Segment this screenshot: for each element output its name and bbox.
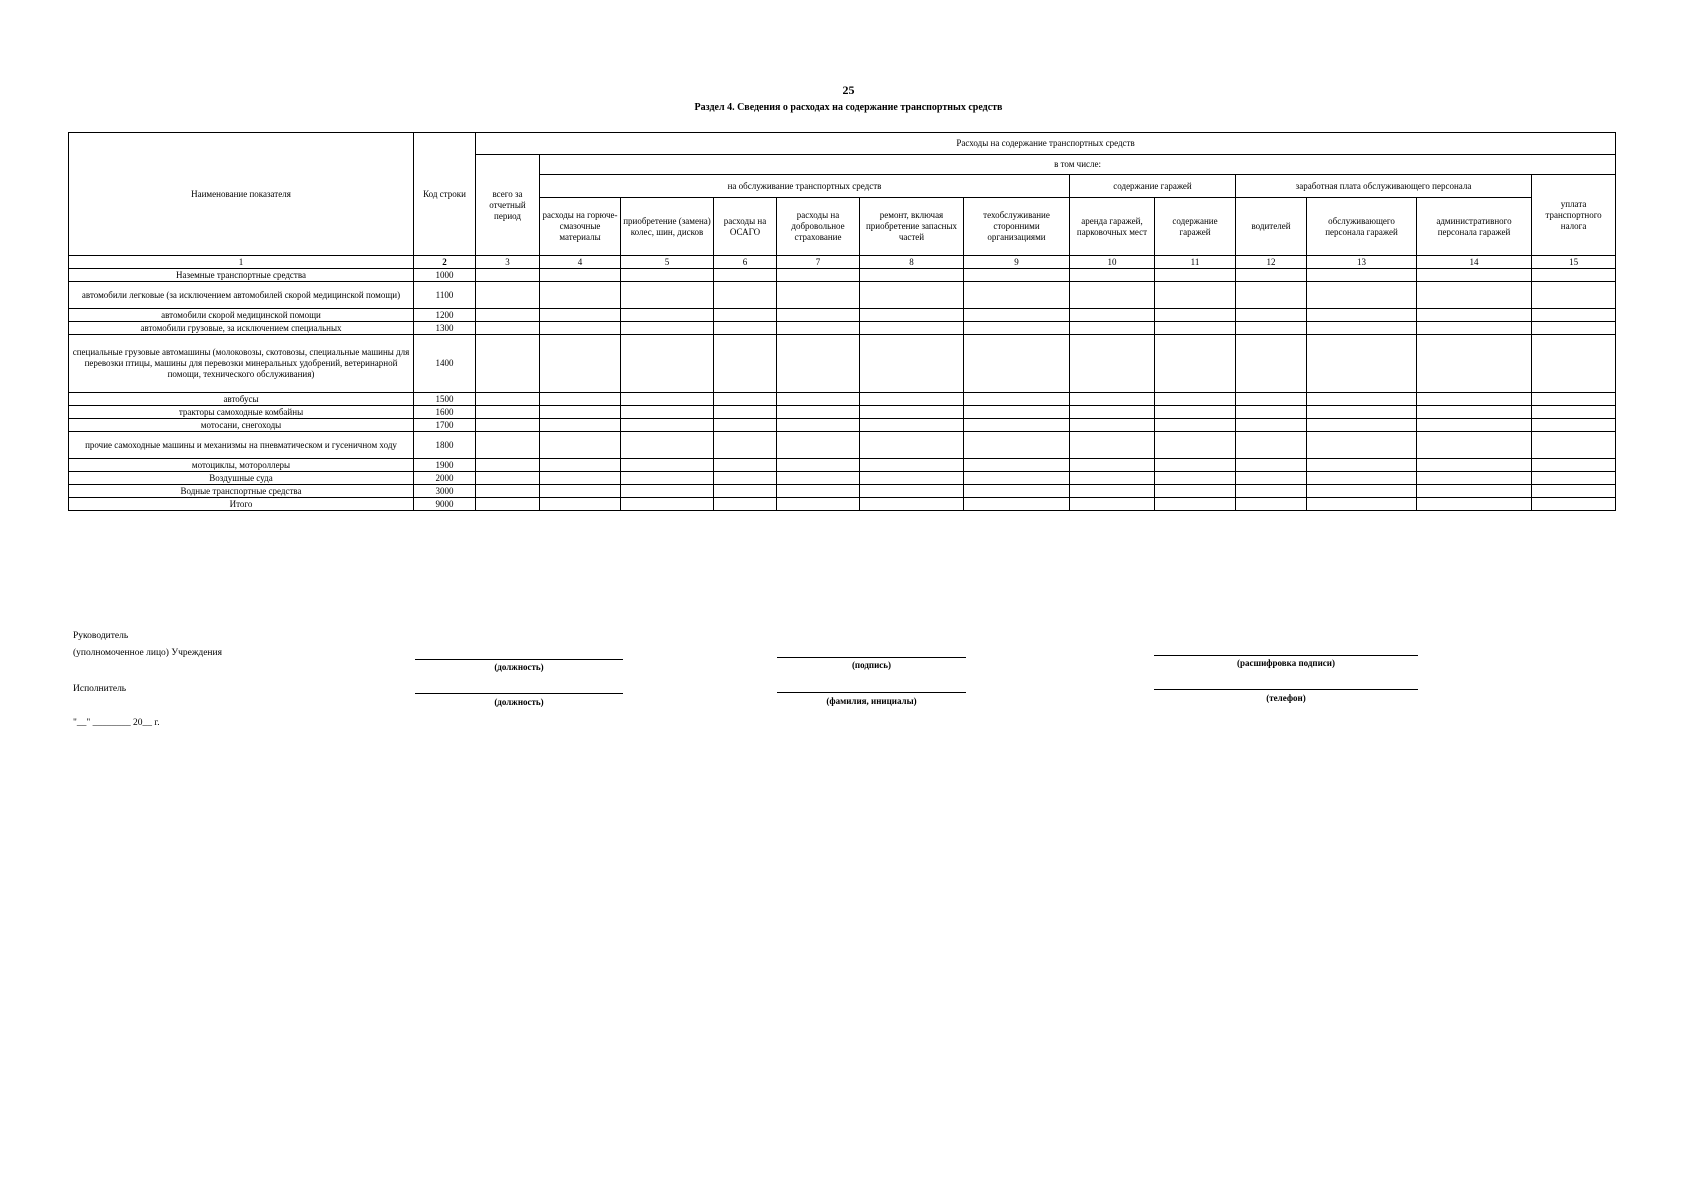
- executor-position-line: [415, 693, 623, 694]
- value-cell[interactable]: [476, 498, 540, 511]
- col-number: 12: [1236, 256, 1307, 269]
- value-cell[interactable]: [1307, 269, 1417, 282]
- value-cell[interactable]: [964, 406, 1070, 419]
- value-cell[interactable]: [621, 498, 714, 511]
- row-code: 1900: [414, 459, 476, 472]
- header-col-6: расходы на ОСАГО: [714, 198, 777, 256]
- row-name: автобусы: [69, 393, 414, 406]
- value-cell[interactable]: [1236, 432, 1307, 459]
- value-cell[interactable]: [476, 335, 540, 393]
- value-cell[interactable]: [1155, 322, 1236, 335]
- expenses-table: [68, 132, 1616, 511]
- value-cell[interactable]: [540, 472, 621, 485]
- decode-line: [1154, 655, 1418, 656]
- value-cell[interactable]: [1307, 322, 1417, 335]
- value-cell[interactable]: [714, 309, 777, 322]
- section-title: Раздел 4. Сведения о расходах на содержание транспортных средств: [694, 102, 1003, 113]
- value-cell[interactable]: [540, 459, 621, 472]
- value-cell[interactable]: [777, 282, 860, 309]
- row-code: 1800: [414, 432, 476, 459]
- header-col-13: обслуживающего персонала гаражей: [1307, 198, 1417, 256]
- row-code: 1400: [414, 335, 476, 393]
- value-cell[interactable]: [1070, 485, 1155, 498]
- value-cell[interactable]: [777, 419, 860, 432]
- value-cell[interactable]: [540, 393, 621, 406]
- row-name: Водные транспортные средства: [69, 485, 414, 498]
- header-code: Код строки: [414, 133, 476, 256]
- value-cell[interactable]: [964, 393, 1070, 406]
- header-col-10: аренда гаражей, парковочных мест: [1070, 198, 1155, 256]
- value-cell[interactable]: [964, 419, 1070, 432]
- value-cell[interactable]: [540, 498, 621, 511]
- value-cell[interactable]: [777, 309, 860, 322]
- value-cell[interactable]: [777, 432, 860, 459]
- value-cell[interactable]: [621, 309, 714, 322]
- value-cell[interactable]: [1307, 419, 1417, 432]
- value-cell[interactable]: [1307, 393, 1417, 406]
- value-cell[interactable]: [1417, 309, 1532, 322]
- value-cell[interactable]: [1236, 393, 1307, 406]
- value-cell[interactable]: [621, 269, 714, 282]
- value-cell[interactable]: [476, 269, 540, 282]
- table-row: [69, 472, 1616, 485]
- row-name: автомобили скорой медицинской помощи: [69, 309, 414, 322]
- row-name: тракторы самоходные комбайны: [69, 406, 414, 419]
- col-number: 6: [714, 256, 777, 269]
- value-cell[interactable]: [1532, 406, 1616, 419]
- value-cell[interactable]: [964, 432, 1070, 459]
- value-cell[interactable]: [1070, 432, 1155, 459]
- table-row: [69, 406, 1616, 419]
- row-code: 1300: [414, 322, 476, 335]
- position-line: [415, 659, 623, 660]
- value-cell[interactable]: [1307, 406, 1417, 419]
- value-cell[interactable]: [777, 322, 860, 335]
- value-cell[interactable]: [1070, 459, 1155, 472]
- value-cell[interactable]: [777, 485, 860, 498]
- value-cell[interactable]: [1155, 309, 1236, 322]
- value-cell[interactable]: [964, 335, 1070, 393]
- value-cell[interactable]: [860, 432, 964, 459]
- row-code: 1000: [414, 269, 476, 282]
- row-code: 2000: [414, 472, 476, 485]
- table-row: [69, 269, 1616, 282]
- value-cell[interactable]: [540, 432, 621, 459]
- value-cell[interactable]: [860, 393, 964, 406]
- value-cell[interactable]: [540, 485, 621, 498]
- value-cell[interactable]: [860, 459, 964, 472]
- value-cell[interactable]: [860, 282, 964, 309]
- executor-name-caption: (фамилия, инициалы): [826, 696, 917, 706]
- value-cell[interactable]: [714, 269, 777, 282]
- value-cell[interactable]: [1417, 472, 1532, 485]
- date-line: "__" ________ 20__ г.: [73, 718, 160, 728]
- value-cell[interactable]: [1532, 269, 1616, 282]
- col-number: 14: [1417, 256, 1532, 269]
- value-cell[interactable]: [777, 498, 860, 511]
- decode-caption: (расшифровка подписи): [1237, 658, 1335, 668]
- value-cell[interactable]: [777, 472, 860, 485]
- value-cell[interactable]: [714, 498, 777, 511]
- value-cell[interactable]: [714, 282, 777, 309]
- value-cell[interactable]: [1155, 459, 1236, 472]
- value-cell[interactable]: [621, 282, 714, 309]
- header-col-8: ремонт, включая приобретение запасных частей: [860, 198, 964, 256]
- value-cell[interactable]: [860, 485, 964, 498]
- column-numbers-row: [69, 256, 1616, 269]
- value-cell[interactable]: [1236, 406, 1307, 419]
- row-code: 3000: [414, 485, 476, 498]
- value-cell[interactable]: [1236, 282, 1307, 309]
- header-col-9: техобслуживание сторонними организациями: [964, 198, 1070, 256]
- value-cell[interactable]: [1417, 335, 1532, 393]
- value-cell[interactable]: [1307, 498, 1417, 511]
- table-row: [69, 393, 1616, 406]
- value-cell[interactable]: [1417, 459, 1532, 472]
- value-cell[interactable]: [714, 419, 777, 432]
- value-cell[interactable]: [621, 406, 714, 419]
- table-row: [69, 309, 1616, 322]
- table-row: [69, 485, 1616, 498]
- col-number: 10: [1070, 256, 1155, 269]
- table-row: [69, 322, 1616, 335]
- value-cell[interactable]: [476, 406, 540, 419]
- value-cell[interactable]: [1236, 459, 1307, 472]
- head-label-authority: (уполномоченное лицо) Учреждения: [73, 648, 222, 658]
- value-cell[interactable]: [1070, 322, 1155, 335]
- header-expenses-group: Расходы на содержание транспортных средств: [476, 133, 1616, 155]
- value-cell[interactable]: [1155, 335, 1236, 393]
- row-code: 1200: [414, 309, 476, 322]
- page-number: 25: [842, 83, 855, 97]
- value-cell[interactable]: [714, 459, 777, 472]
- value-cell[interactable]: [1070, 335, 1155, 393]
- value-cell[interactable]: [714, 393, 777, 406]
- value-cell[interactable]: [860, 322, 964, 335]
- value-cell[interactable]: [964, 269, 1070, 282]
- row-name: Воздушные суда: [69, 472, 414, 485]
- header-service-group: на обслуживание транспортных средств: [540, 175, 1070, 198]
- signature-caption: (подпись): [851, 660, 892, 670]
- value-cell[interactable]: [621, 419, 714, 432]
- value-cell[interactable]: [1070, 309, 1155, 322]
- row-name: прочие самоходные машины и механизмы на пневматическом и гусеничном ходу: [69, 432, 414, 459]
- value-cell[interactable]: [1236, 419, 1307, 432]
- value-cell[interactable]: [1236, 322, 1307, 335]
- value-cell[interactable]: [540, 309, 621, 322]
- col-number: 9: [964, 256, 1070, 269]
- value-cell[interactable]: [1532, 393, 1616, 406]
- position-caption: (должность): [494, 662, 544, 672]
- value-cell[interactable]: [1417, 432, 1532, 459]
- value-cell[interactable]: [860, 269, 964, 282]
- value-cell[interactable]: [777, 393, 860, 406]
- value-cell[interactable]: [1155, 406, 1236, 419]
- total-label: Итого: [69, 498, 414, 511]
- signature-line: [777, 657, 966, 658]
- value-cell[interactable]: [1417, 498, 1532, 511]
- value-cell[interactable]: [860, 472, 964, 485]
- value-cell[interactable]: [1532, 498, 1616, 511]
- col-number: 8: [860, 256, 964, 269]
- value-cell[interactable]: [1307, 309, 1417, 322]
- value-cell[interactable]: [1155, 282, 1236, 309]
- value-cell[interactable]: [1070, 282, 1155, 309]
- value-cell[interactable]: [476, 432, 540, 459]
- value-cell[interactable]: [1236, 472, 1307, 485]
- table-row: [69, 335, 1616, 393]
- value-cell[interactable]: [860, 498, 964, 511]
- executor-position-caption: (должность): [494, 697, 544, 707]
- value-cell[interactable]: [1236, 498, 1307, 511]
- value-cell[interactable]: [476, 485, 540, 498]
- row-code: 1700: [414, 419, 476, 432]
- value-cell[interactable]: [777, 406, 860, 419]
- value-cell[interactable]: [714, 432, 777, 459]
- value-cell[interactable]: [1236, 485, 1307, 498]
- value-cell[interactable]: [1532, 432, 1616, 459]
- row-code: 1600: [414, 406, 476, 419]
- value-cell[interactable]: [476, 459, 540, 472]
- col-number: 11: [1155, 256, 1236, 269]
- value-cell[interactable]: [1532, 335, 1616, 393]
- col-number: 15: [1532, 256, 1616, 269]
- value-cell[interactable]: [540, 322, 621, 335]
- table-row: [69, 432, 1616, 459]
- header-including: в том числе:: [540, 155, 1616, 175]
- value-cell[interactable]: [1236, 269, 1307, 282]
- row-code: 1500: [414, 393, 476, 406]
- value-cell[interactable]: [621, 432, 714, 459]
- value-cell[interactable]: [860, 419, 964, 432]
- value-cell[interactable]: [476, 393, 540, 406]
- row-name: специальные грузовые автомашины (молоковозы, скотовозы, специальные машины для перевозки птицы, машины для перевозки минеральных удобрений, ветеринарной помощи, технического обслуживания): [69, 335, 414, 393]
- table-row: [69, 419, 1616, 432]
- value-cell[interactable]: [777, 269, 860, 282]
- value-cell[interactable]: [1236, 309, 1307, 322]
- value-cell[interactable]: [621, 322, 714, 335]
- value-cell[interactable]: [540, 335, 621, 393]
- value-cell[interactable]: [621, 459, 714, 472]
- col-number: 7: [777, 256, 860, 269]
- value-cell[interactable]: [1417, 269, 1532, 282]
- header-salary-group: заработная плата обслуживающего персонала: [1236, 175, 1532, 198]
- value-cell[interactable]: [1307, 335, 1417, 393]
- value-cell[interactable]: [1070, 472, 1155, 485]
- value-cell[interactable]: [714, 406, 777, 419]
- value-cell[interactable]: [1236, 335, 1307, 393]
- value-cell[interactable]: [1307, 459, 1417, 472]
- row-name: мотоциклы, мотороллеры: [69, 459, 414, 472]
- header-tax: уплата транспортного налога: [1532, 175, 1616, 256]
- value-cell[interactable]: [476, 282, 540, 309]
- value-cell[interactable]: [1155, 432, 1236, 459]
- value-cell[interactable]: [860, 335, 964, 393]
- value-cell[interactable]: [860, 309, 964, 322]
- header-col-11: содержание гаражей: [1155, 198, 1236, 256]
- value-cell[interactable]: [714, 322, 777, 335]
- header-col-5: приобретение (замена) колес, шин, дисков: [621, 198, 714, 256]
- value-cell[interactable]: [1417, 393, 1532, 406]
- col-number: 5: [621, 256, 714, 269]
- phone-line: [1154, 689, 1418, 690]
- value-cell[interactable]: [1307, 472, 1417, 485]
- value-cell[interactable]: [860, 406, 964, 419]
- header-col-4: расходы на горюче-смазочные материалы: [540, 198, 621, 256]
- header-garage-group: содержание гаражей: [1070, 175, 1236, 198]
- value-cell[interactable]: [621, 393, 714, 406]
- value-cell[interactable]: [1155, 498, 1236, 511]
- value-cell[interactable]: [1532, 322, 1616, 335]
- header-name: Наименование показателя: [69, 133, 414, 256]
- value-cell[interactable]: [1307, 282, 1417, 309]
- value-cell[interactable]: [540, 406, 621, 419]
- value-cell[interactable]: [964, 459, 1070, 472]
- value-cell[interactable]: [964, 322, 1070, 335]
- value-cell[interactable]: [964, 485, 1070, 498]
- value-cell[interactable]: [964, 309, 1070, 322]
- head-label: Руководитель: [73, 631, 129, 641]
- header-total-period: всего за отчетный период: [476, 155, 540, 256]
- value-cell[interactable]: [1532, 282, 1616, 309]
- value-cell[interactable]: [1070, 406, 1155, 419]
- table-row: [69, 459, 1616, 472]
- value-cell[interactable]: [476, 419, 540, 432]
- value-cell[interactable]: [964, 282, 1070, 309]
- value-cell[interactable]: [1532, 485, 1616, 498]
- value-cell[interactable]: [1532, 419, 1616, 432]
- value-cell[interactable]: [1070, 498, 1155, 511]
- value-cell[interactable]: [1417, 419, 1532, 432]
- col-number: 1: [69, 256, 414, 269]
- value-cell[interactable]: [1155, 269, 1236, 282]
- value-cell[interactable]: [714, 485, 777, 498]
- value-cell[interactable]: [1070, 419, 1155, 432]
- total-row: [69, 498, 1616, 511]
- value-cell[interactable]: [1532, 459, 1616, 472]
- row-name: Наземные транспортные средства: [69, 269, 414, 282]
- value-cell[interactable]: [714, 472, 777, 485]
- phone-caption: (телефон): [1266, 693, 1306, 703]
- value-cell[interactable]: [1155, 485, 1236, 498]
- value-cell[interactable]: [621, 335, 714, 393]
- value-cell[interactable]: [1307, 485, 1417, 498]
- table-row: [69, 282, 1616, 309]
- value-cell[interactable]: [1417, 322, 1532, 335]
- col-number: 3: [476, 256, 540, 269]
- value-cell[interactable]: [621, 472, 714, 485]
- value-cell[interactable]: [476, 322, 540, 335]
- value-cell[interactable]: [1070, 393, 1155, 406]
- col-number: 2: [414, 256, 476, 269]
- value-cell[interactable]: [964, 498, 1070, 511]
- value-cell[interactable]: [1417, 282, 1532, 309]
- value-cell[interactable]: [1070, 269, 1155, 282]
- header-col-12: водителей: [1236, 198, 1307, 256]
- value-cell[interactable]: [777, 459, 860, 472]
- value-cell[interactable]: [1155, 419, 1236, 432]
- value-cell[interactable]: [1532, 309, 1616, 322]
- executor-label: Исполнитель: [73, 684, 127, 694]
- header-col-7: расходы на добровольное страхование: [777, 198, 860, 256]
- value-cell[interactable]: [1155, 393, 1236, 406]
- col-number: 4: [540, 256, 621, 269]
- executor-name-line: [777, 692, 966, 693]
- value-cell[interactable]: [777, 335, 860, 393]
- value-cell[interactable]: [1307, 432, 1417, 459]
- value-cell[interactable]: [540, 269, 621, 282]
- value-cell[interactable]: [621, 485, 714, 498]
- row-code: 1100: [414, 282, 476, 309]
- value-cell[interactable]: [476, 472, 540, 485]
- value-cell[interactable]: [1417, 485, 1532, 498]
- value-cell[interactable]: [476, 309, 540, 322]
- row-name: автомобили легковые (за исключением автомобилей скорой медицинской помощи): [69, 282, 414, 309]
- value-cell[interactable]: [1532, 472, 1616, 485]
- value-cell[interactable]: [964, 472, 1070, 485]
- row-name: автомобили грузовые, за исключением специальных: [69, 322, 414, 335]
- total-code: 9000: [414, 498, 476, 511]
- value-cell[interactable]: [1417, 406, 1532, 419]
- row-name: мотосани, снегоходы: [69, 419, 414, 432]
- value-cell[interactable]: [1155, 472, 1236, 485]
- value-cell[interactable]: [714, 335, 777, 393]
- value-cell[interactable]: [540, 282, 621, 309]
- value-cell[interactable]: [540, 419, 621, 432]
- header-col-14: административного персонала гаражей: [1417, 198, 1532, 256]
- col-number: 13: [1307, 256, 1417, 269]
